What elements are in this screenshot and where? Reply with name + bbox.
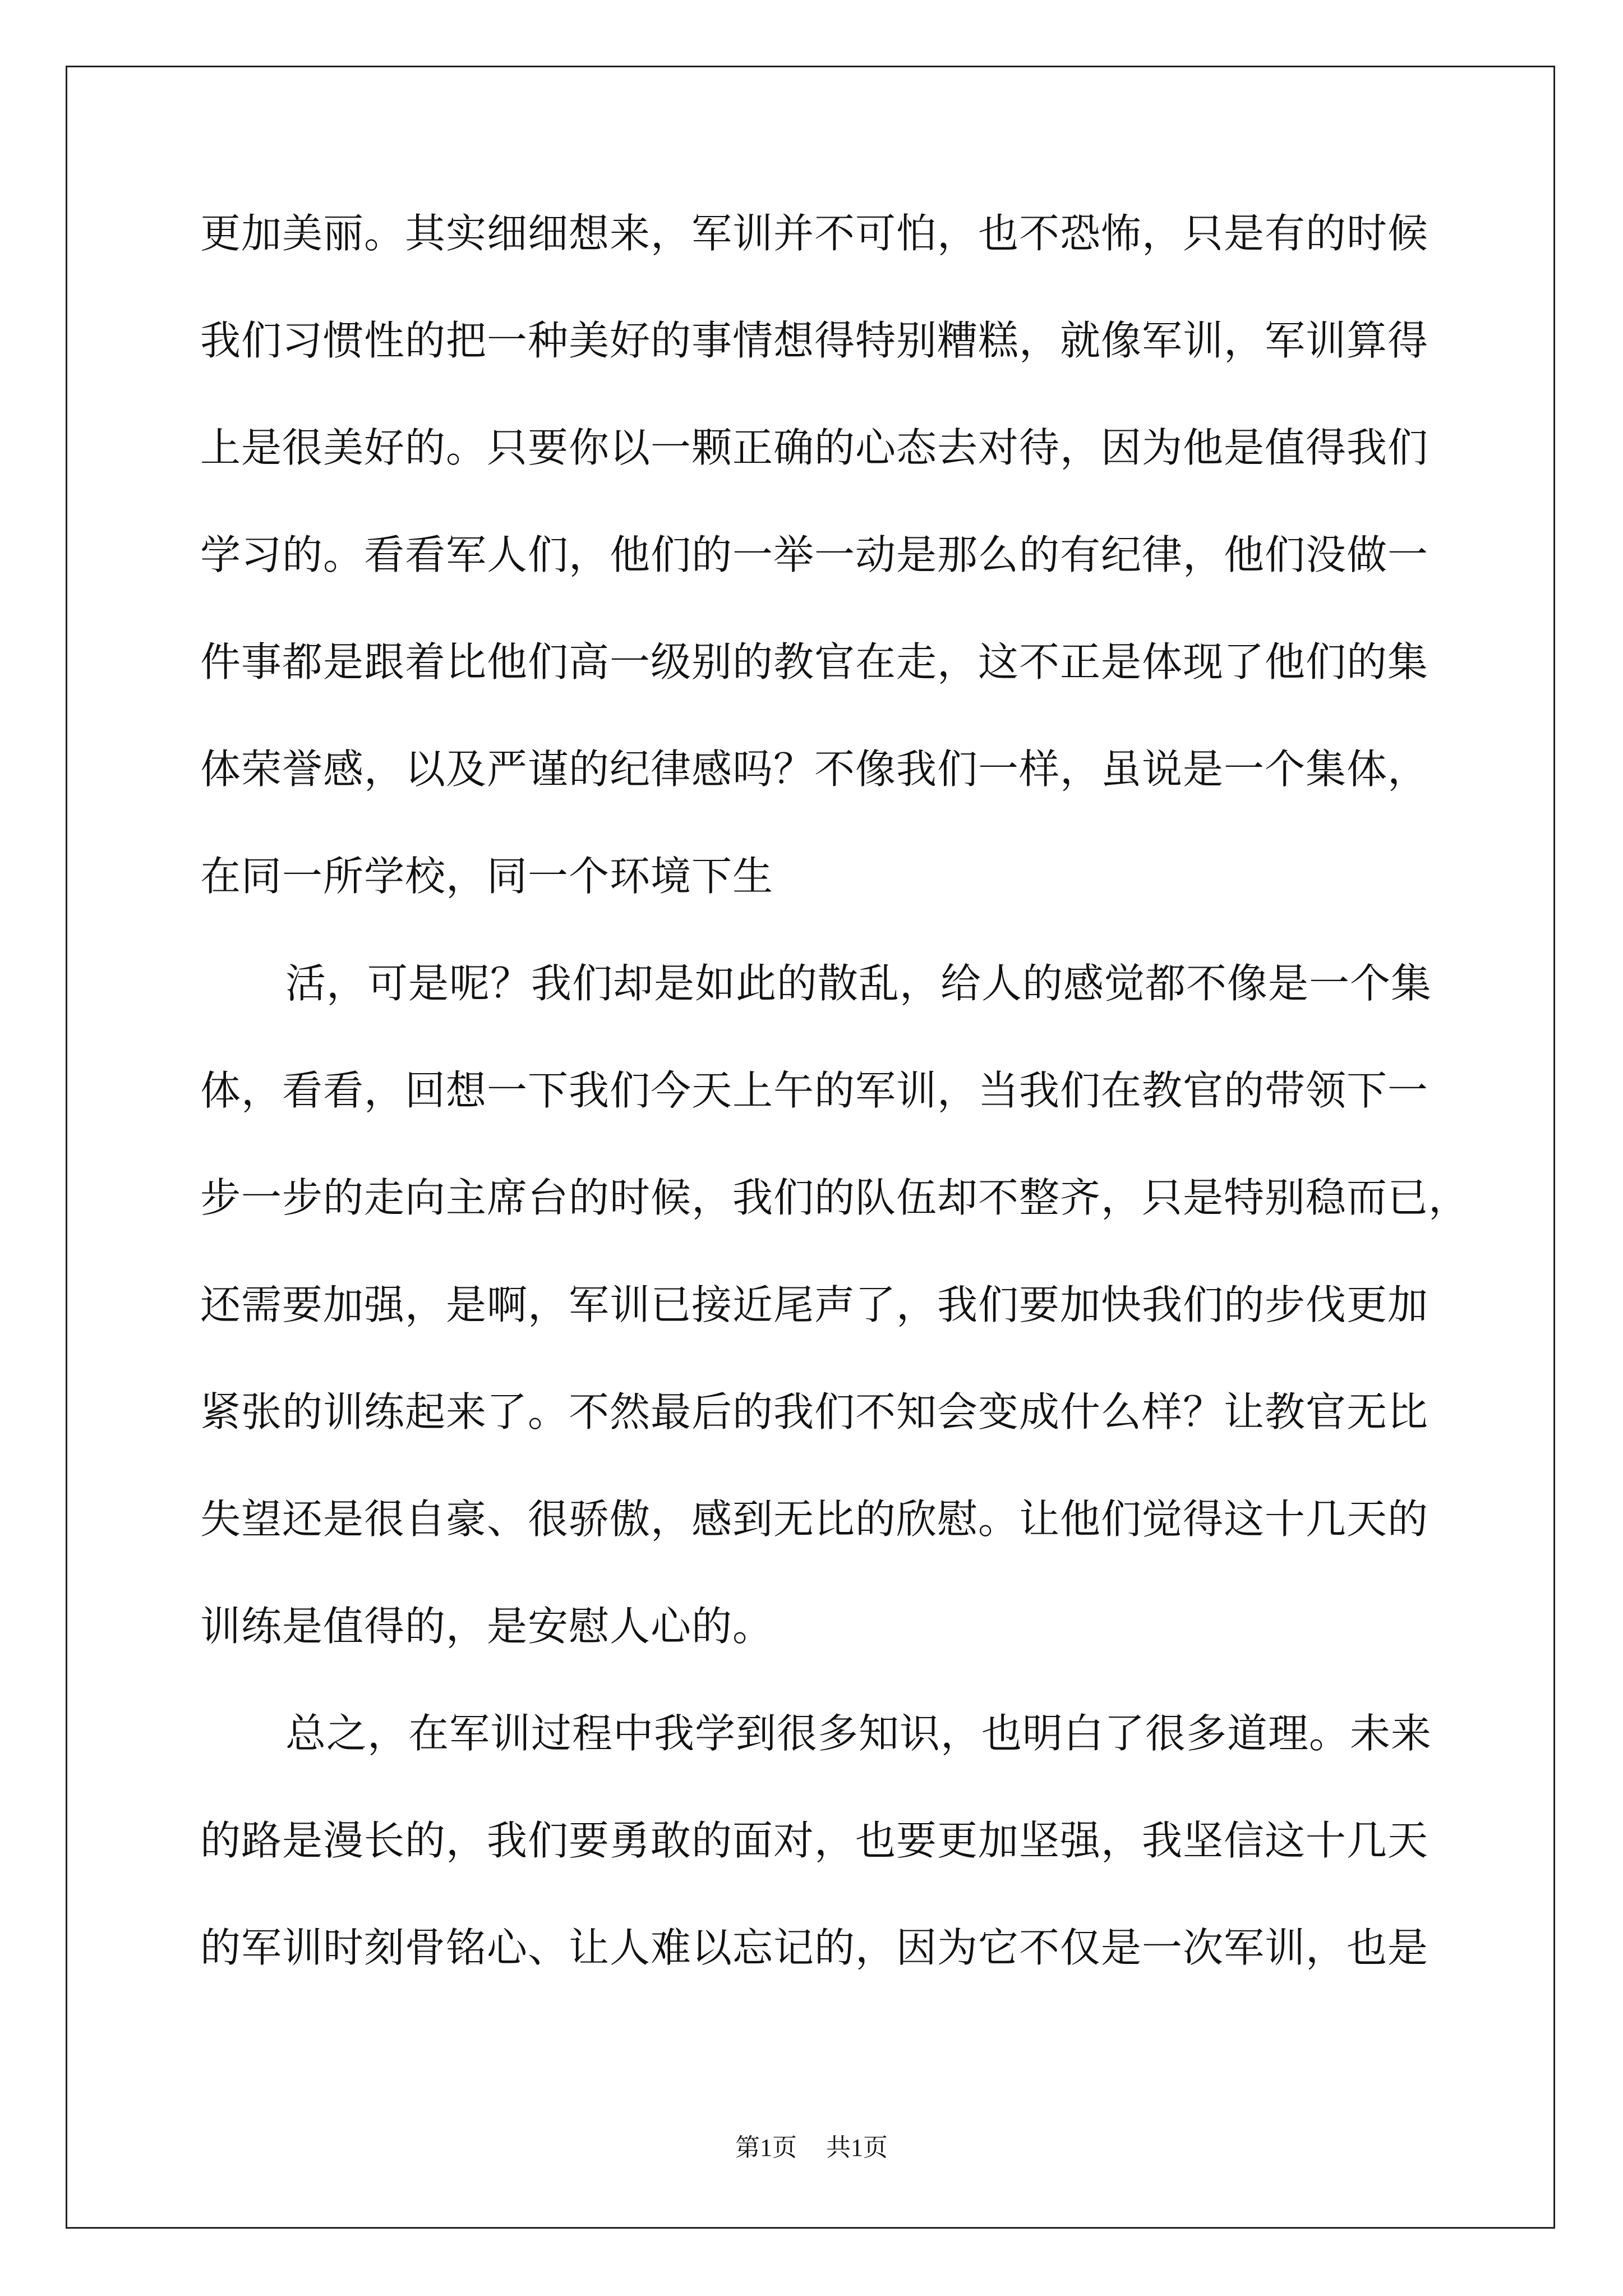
page-border <box>66 66 1555 2229</box>
text-line: 更加美丽。其实细细想来，军训并不可怕，也不恐怖，只是有的时候 <box>200 210 1429 257</box>
text-line: 上是很美好的。只要你以一颗正确的心态去对待，因为他是值得我们 <box>200 424 1429 471</box>
text-line: 件事都是跟着比他们高一级别的教官在走，这不正是体现了他们的集 <box>200 638 1429 685</box>
page-number: 第1页 <box>735 2134 797 2161</box>
text-line: 训练是值得的，是安慰人心的。 <box>200 1603 774 1650</box>
text-line: 失望还是很自豪、很骄傲，感到无比的欣慰。让他们觉得这十几天的 <box>200 1496 1429 1543</box>
page-total: 共1页 <box>826 2134 888 2161</box>
page-footer <box>0 2127 1623 2163</box>
paragraph-first-line: 活，可是呢？我们却是如此的散乱，给人的感觉都不像是一个集 <box>285 960 1432 1007</box>
text-line: 的军训时刻骨铭心、让人难以忘记的，因为它不仅是一次军训，也是 <box>200 1924 1429 1971</box>
text-line: 我们习惯性的把一种美好的事情想得特别糟糕，就像军训，军训算得 <box>200 317 1429 364</box>
text-line: 步一步的走向主席台的时候，我们的队伍却不整齐，只是特别稳而已， <box>200 1174 1470 1221</box>
text-line: 的路是漫长的，我们要勇敢的面对，也要更加坚强，我坚信这十几天 <box>200 1817 1429 1864</box>
text-line: 体荣誉感，以及严谨的纪律感吗？不像我们一样，虽说是一个集体， <box>200 746 1429 793</box>
text-line: 体，看看，回想一下我们今天上午的军训，当我们在教官的带领下一 <box>200 1067 1429 1114</box>
paragraph-first-line: 总之，在军训过程中我学到很多知识，也明白了很多道理。未来 <box>285 1710 1432 1757</box>
text-line: 紧张的训练起来了。不然最后的我们不知会变成什么样？让教官无比 <box>200 1388 1429 1435</box>
text-line: 学习的。看看军人们，他们的一举一动是那么的有纪律，他们没做一 <box>200 531 1429 578</box>
text-line: 还需要加强，是啊，军训已接近尾声了，我们要加快我们的步伐更加 <box>200 1281 1429 1328</box>
text-line: 在同一所学校，同一个环境下生 <box>200 853 774 900</box>
